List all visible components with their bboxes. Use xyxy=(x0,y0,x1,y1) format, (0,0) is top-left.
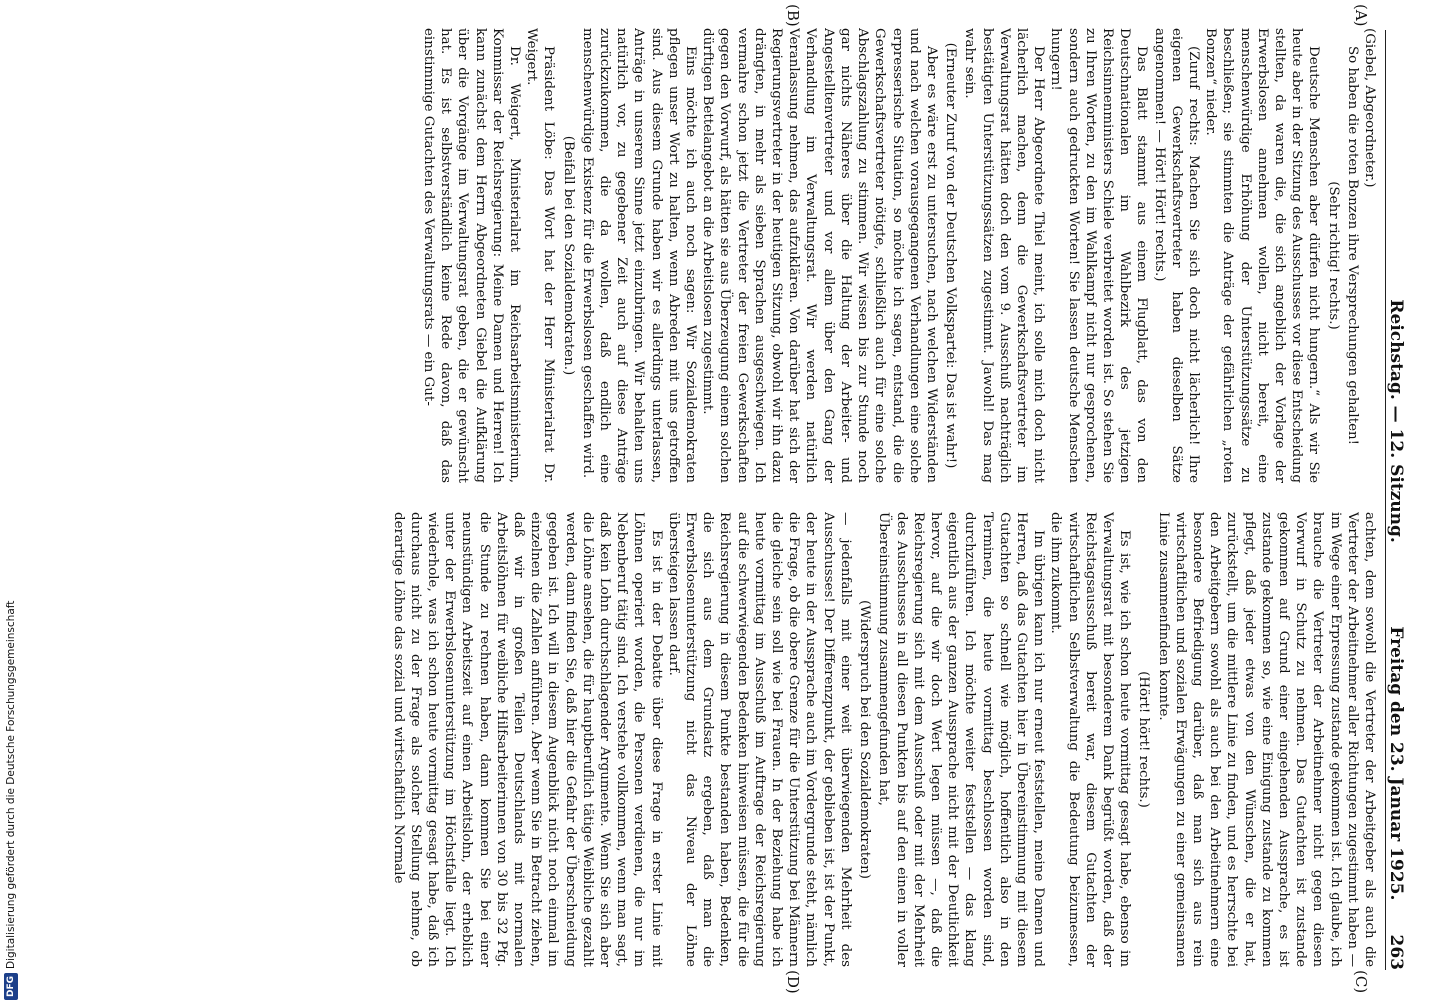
page-number: 263 xyxy=(1386,934,1406,970)
paragraph: Der Herr Abgeordnete Thiel meint, ich solle mich doch nicht lächerlich machen, denn die Gewerkschaftsvertreter im Verwaltungsrat hätten doch den vom 9. Ausschuß nachträglich bestätigten Unterstützungssätzen zugestimmt. Jawohl! Das mag wahr sein. xyxy=(962,28,1047,483)
paragraph: (Giebel, Abgeordneter.) xyxy=(1362,28,1377,188)
paragraph: (Hört! hört! rechts.) xyxy=(1136,671,1152,808)
paragraph: Präsident Löbe: Das Wort hat der Herr Ministerialrat Dr. Weigert. xyxy=(524,28,557,483)
footer-credit-text: Digitalisierung gefördert durch die Deutsche Forschungsgemeinschaft xyxy=(5,600,17,969)
paragraph: Es ist, wie ich schon heute vormittag gesagt habe, ebenso im Verwaltungsrat mit besonderem Dank begrüßt worden, daß der Reichstagsausschuß bereit war, diesem Gutachten der wirtschaftlichen Selbstverwaltung die Bedeutung beizumessen, die ihm zukommt. xyxy=(1048,512,1133,967)
paragraph: (Widerspruch bei den Sozialdemokraten) xyxy=(857,600,873,879)
footer-credit xyxy=(4,40,18,1000)
paragraph: (Erneuter Zuruf von der Deutschen Volkspartei: Das ist wahr!) xyxy=(943,42,959,469)
paragraph: So haben die roten Bonzen ihre Versprechungen gehalten! xyxy=(1344,46,1360,446)
paragraph: achten, dem sowohl die Vertreter der Arbeitgeber als auch die Vertreter der Arbeitnehmer aller Richtungen zugestimmt haben — im Wege einer Erpressung zustande gekommen ist. Ich glaube, ich brauche die Vertreter der Arbeitnehmer nicht gegen diesen Vorwurf in Schutz zu nehmen. Das Gutachten ist zustande gekommen auf Grund einer eingehenden Aussprache, es ist zustande gekommen so, wie eine Einigung zustande zu kommen pflegt, daß jeder etwas von den Wünschen, die er hat, zurückstellt, um die mittlere Linie zu finden, und es herrschte bei den Arbeitgebern sowohl als auch bei den Arbeitnehmern eine besondere Befriedigung darüber, daß man sich aus rein wirtschaftlichen und sozialen Erwägungen zu einer gemeinsamen Linie zusammenfinden konnte. xyxy=(1155,512,1377,967)
dfg-logo-icon: DFG xyxy=(4,973,18,1000)
marker-d: (D) xyxy=(784,970,802,994)
marker-c: (C) xyxy=(1352,970,1370,994)
header-title: Reichstag. — 12. Sitzung. xyxy=(1386,299,1406,543)
document-page xyxy=(92,0,1422,1000)
marker-b: (B) xyxy=(784,4,802,27)
paragraph: — jedenfalls mit einer weit überwiegenden Mehrheit des Ausschusses! Der Differenzpunkt, der geblieben ist, ist der Punkt, der heute in der Aussprache auch im Vordergrunde steht, nämlich die Frage, ob die obere Grenze für die Unterstützung bei Männern die gleiche sein soll wie bei Frauen. In der Beziehung habe ich heute vormittag im Ausschuß im Auftrage der Reichsregierung auf die schwerwiegenden Bedenken hinweisen müssen, die für die Reichsregierung in diesem Punkte bestanden haben, Bedenken, die sich aus dem Grundsatz ergeben, daß man die Erwerbslosenunterstützung nicht das Niveau der Löhne übersteigen lassen darf. xyxy=(665,512,853,967)
paragraph: Deutsche Menschen aber dürfen nicht hungern.“ Als wir Sie heute aber in der Sitzung des Ausschusses vor diese Entscheidung stellten, da waren die, die sich angeblich der Vorlage der Erwerbslosen annehmen wollen, nicht bereit, eine menschenwürdige Erhöhung der Unterstützungssätze zu beschließen; sie stimmten die Anträge der gefährlichen „roten Bonzen“ nieder. xyxy=(1203,28,1322,483)
left-column xyxy=(102,28,1378,483)
paragraph: Im übrigen kann ich nur erneut feststellen, meine Damen und Herren, daß das Gutachten hier in Übereinstimmung mit diesem Gutachten so schnell wie möglich, hoffentlich also in den Terminen, die heute vormittag beschlossen worden sind, durchzuführen. Ich möchte weiter feststellen — das klang eigentlich aus der ganzen Aussprache nicht mit der Deutlichkeit hervor, auf die wir doch Wert legen müssen —, daß die Reichsregierung sich mit dem Ausschuß oder mit der Mehrheit des Ausschusses in all diesen Punkten bis auf den einen in voller Übereinstimmung zusammengefunden hat, xyxy=(876,512,1047,967)
paragraph: Dr. Weigert, Ministerialrat im Reichsarbeitsministerium, Kommissar der Reichsregierung: Meine Damen und Herren! Ich kann zunächst dem Herrn Abgeordneten Giebel die Aufklärung über die Vorgänge im Verwaltungsrat geben, die er gewünscht hat. Es ist selbstverständlich keine Rede davon, daß das einstimmige Gutachten des Verwaltungsrats — ein Gut- xyxy=(421,28,523,483)
paragraph: (Zuruf rechts: Machen Sie sich doch nicht lächerlich! Ihre eigenen Gewerkschaftsvertreter haben dieselben Sätze angenommen! — Hört! Hört! rechts.) xyxy=(1151,28,1201,483)
paragraph: (Beifall bei den Sozialdemokraten.) xyxy=(560,135,576,376)
right-column xyxy=(102,512,1378,967)
paragraph: Das Blatt stammt aus einem Flugblatt, das von den Deutschnationalen im Wahlbezirk des jetzigen Reichsinnenministers Schiele verbreitet worden ist. So stehen Sie zu Ihren Worten, zu den im Wahlkampf nicht nur gesprochenen, sondern auch gedruckten Worten! Sie lassen deutsche Menschen hungern! xyxy=(1048,28,1150,483)
header-date: Freitag den 23. Januar 1925. xyxy=(1386,626,1406,901)
footer-strip xyxy=(4,0,20,1000)
paragraph: Aber es wäre erst zu untersuchen, nach welchen Widerständen und nach welchen vorausgegangenen Verhandlungen eine solche erpresserische Situation, so möchte ich sagen, entstand, die die Gewerkschaftsvertreter nötigte, schließlich auch für eine solche Abschlagszahlung zu stimmen. Wir wissen bis zur Stunde noch gar nichts Näheres über die Haltung der Arbeiter- und Angestelltenvertreter und vor allem über den Gang der Verhandlung im Verwaltungsrat. Wir werden natürlich Veranlassung nehmen, das aufzuklären. Von darüber hat sich der Regierungsvertreter in der heutigen Sitzung, obwohl wir ihn dazu drängten, in mehr als sieben Sprachen ausgeschwiegen. Ich vermahre schon jetzt die Vertreter der freien Gewerkschaften gegen den Vorwurf, als hätten sie aus Überzeugung einem solchen dürftigen Bettelangebot an die Arbeitslosen zugestimmt. xyxy=(700,28,939,483)
paragraph: Es ist in der Debatte über diese Frage in erster Linie mit Löhnen operiert worden, die Personen verdienen, die nur im Nebenberuf tätig sind. Ich verstehe vollkommen, wenn man sagt, daß kein Lohn durchschlagender Argumente. Wenn Sie sich aber die Löhne ansehen, die für hauptberuflich tätige Weibliche gezahlt werden, dann finden Sie, daß hier die Gefahr der Überschneidung gegeben ist. Ich will in diesem Augenblick nicht noch einmal im einzelnen die Zahlen anführen. Aber wenn Sie in Betracht ziehen, daß wir in großen Teilen Deutschlands mit normalen Arbeitslöhnen für weibliche Hilfsarbeiterinnen von 30 bis 32 Pfg. die Stunde zu rechnen haben, dann kommen Sie bei einer neunstündigen Arbeitszeit auf einen Arbeitslohn, der erheblich unter der Erwerbslosenunterstützung im Höchstfalle liegt. Ich wiederhole, was ich schon heute vormittag gesagt habe, daß ich durchaus nicht zu der Frage als solcher Stellung nehme, ob derartige Löhne das sozial und wirtschaftlich Normale xyxy=(390,512,664,967)
paragraph: Eins möchte ich auch noch sagen: Wir Sozialdemokraten pflegen unser Wort zu halten, wenn Abreden mit uns getroffen sind. Aus diesem Grunde haben wir es allerdings unterlassen, Anträge in unserem Sinne jetzt einzubringen. Wir behalten uns natürlich vor, zu gegebener Zeit auch auf diese Anträge zurückzukommen, die da wollen, daß endlich eine menschenwürdige Existenz für die Erwerbslosen geschaffen wird. xyxy=(579,28,699,483)
page-content xyxy=(92,0,1422,1000)
paragraph: (Sehr richtig! rechts.) xyxy=(1325,181,1341,330)
marker-a: (A) xyxy=(1352,4,1370,27)
page-header xyxy=(1385,30,1416,970)
